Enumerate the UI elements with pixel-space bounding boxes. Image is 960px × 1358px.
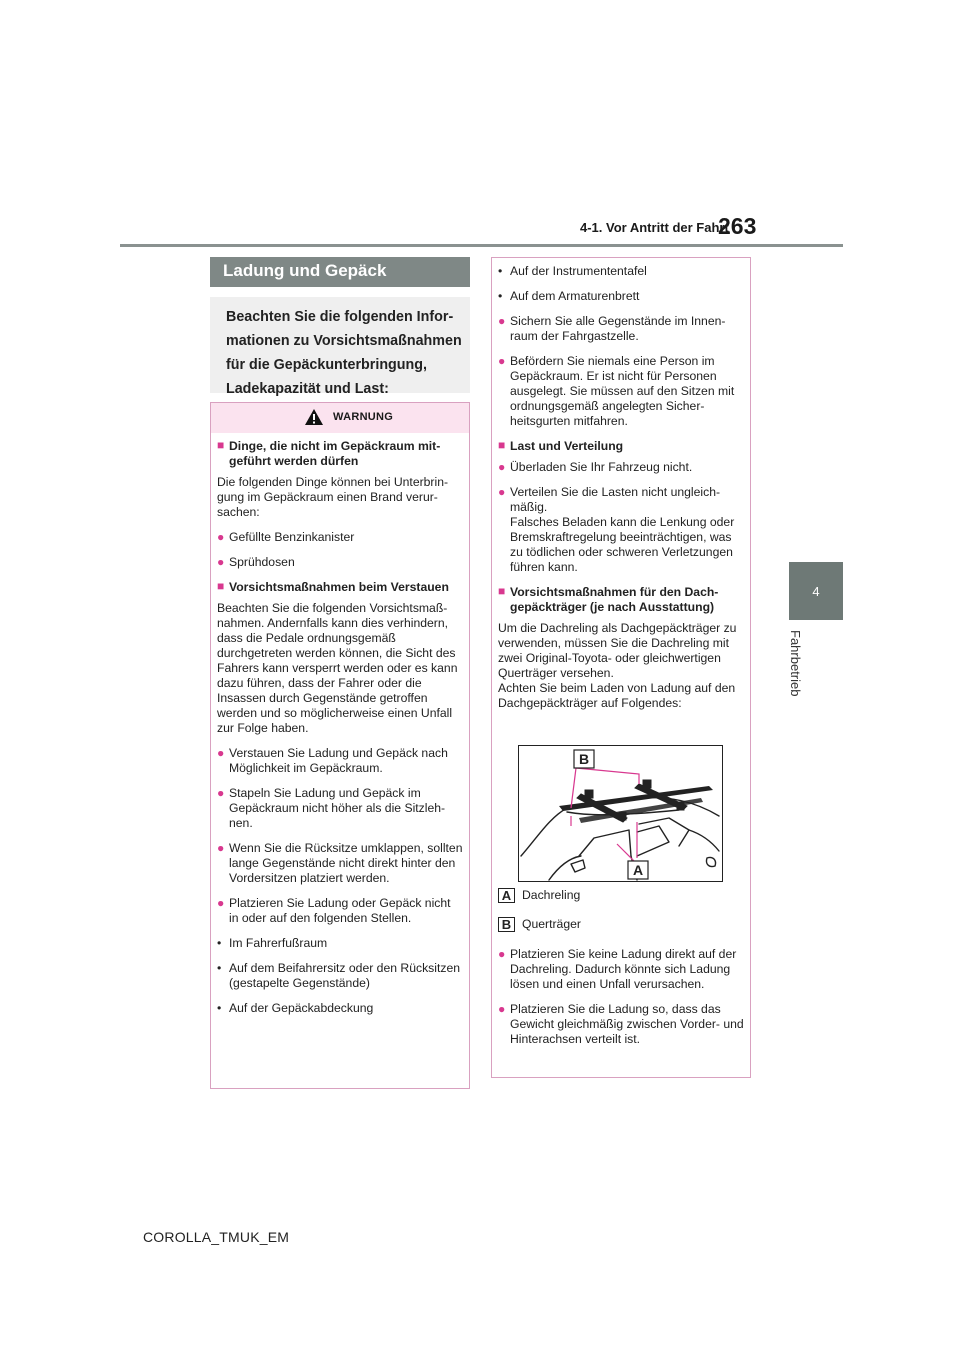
list-item: ● Verteilen Sie die Lasten nicht ungleichmäßig. Falsches Beladen kann die Lenkung oder Bremskraftregelung beeinträchtigen, was zu tödlichen oder schweren Verletzungen führen kann. — [498, 485, 735, 574]
intro-text: Beachten Sie die folgenden Informationen zu Vorsichtsmaßnahmen für die Gepäckunterbringung, Ladekapazität und Last: — [226, 309, 462, 397]
chapter-label: Fahrbetrieb — [788, 630, 803, 697]
warning-header — [211, 403, 469, 433]
list-item: ● Verstauen Sie Ladung und Gepäck nach Möglichkeit im Gepäckraum. — [217, 746, 448, 775]
section-title: 4-1. Vor Antritt der Fahrt — [580, 220, 729, 235]
warning-box-left — [210, 402, 470, 1089]
warning-content-right-bottom — [498, 888, 744, 1057]
header-divider — [120, 244, 843, 247]
list-item: ● Platzieren Sie keine Ladung direkt auf der Dachreling. Dadurch könnte sich Ladung lösen und einen Unfall verursachen. — [498, 947, 737, 991]
list-item: ● Befördern Sie niemals eine Person im Gepäckraum. Er ist nicht für Personen ausgelegt. Sie müssen auf den Sitzen mit ordnungsgemäß angelegten Sicherheitsgurten mitfahren. — [498, 354, 735, 428]
warning-triangle-icon — [304, 408, 324, 426]
dot-bullet-icon: ● — [217, 786, 225, 800]
paragraph: Um die Dachreling als Dachgepäckträger zu verwenden, müssen Sie die Dachreling mit zwei Original-Toyota- oder gleichwertigen Querträger versehen. Achten Sie beim Laden von Ladung auf den Dachgepäckträger auf Folgendes: — [498, 621, 737, 710]
label-b: B — [578, 751, 590, 767]
dot-bullet-icon: ● — [217, 530, 225, 544]
square-bullet-icon: ■ — [217, 438, 225, 452]
dot-bullet-icon: ● — [217, 555, 225, 569]
dot-bullet-icon: ● — [498, 314, 506, 328]
warning-box-right — [491, 257, 751, 1078]
list-item: • Auf dem Armaturenbrett — [498, 289, 640, 303]
warning-content-left — [217, 439, 463, 1026]
square-bullet-icon: ■ — [498, 584, 506, 598]
dot-bullet-icon: ● — [498, 354, 506, 368]
document-code: COROLLA_TMUK_EM — [143, 1229, 290, 1245]
dot-bullet-icon: ● — [498, 947, 506, 961]
dot-bullet-icon: ● — [498, 1002, 506, 1016]
page-number: 263 — [718, 213, 757, 239]
paragraph: Beachten Sie die folgenden Vorsichtsmaßnahmen. Andernfalls kann dies verhindern, dass die Pedale ordnungsgemäß durchgetreten werden können, die Sicht des Fahrers kann versperrt werden oder es kann dazu führen, dass der Fahrer oder die Insassen durch Gegenstände getroffen werden und so möglicherweise einen Unfall zur Folge haben. — [217, 601, 458, 735]
list-item: ● Überladen Sie Ihr Fahrzeug nicht. — [498, 460, 693, 474]
dot-bullet-icon: ● — [498, 460, 506, 474]
page-title-bar — [210, 257, 470, 287]
list-item: ● Platzieren Sie Ladung oder Gepäck nicht in oder auf den folgenden Stellen. — [217, 896, 451, 925]
square-bullet-icon: ■ — [217, 579, 225, 593]
list-item: ● Platzieren Sie die Ladung so, dass das Gewicht gleichmäßig zwischen Vorder- und Hinterachsen verteilt ist. — [498, 1002, 744, 1046]
dot-bullet-icon: ● — [217, 896, 225, 910]
paragraph: Die folgenden Dinge können bei Unterbringung im Gepäckraum einen Brand verursachen: — [217, 475, 449, 519]
legend-b: B Querträger — [498, 917, 744, 939]
page-title: Ladung und Gepäck — [223, 261, 387, 280]
list-item: ■ Vorsichtsmaßnahmen beim Verstauen — [217, 579, 449, 594]
warning-label: WARNUNG — [333, 411, 394, 423]
list-item: • Auf der Gepäckabdeckung — [217, 1001, 374, 1015]
list-item: • Auf der Instrumententafel — [498, 264, 647, 278]
label-a: A — [632, 862, 644, 878]
legend-a: A Dachreling — [498, 888, 744, 910]
intro-box — [210, 297, 470, 397]
dot-bullet-icon: ● — [498, 485, 506, 499]
dot-bullet-icon: ● — [217, 841, 225, 855]
list-item: • Im Fahrerfußraum — [217, 936, 328, 950]
square-bullet-icon: ■ — [498, 438, 506, 452]
roof-rack-figure — [518, 745, 723, 882]
chapter-number: 4 — [812, 583, 820, 599]
list-item: ■ Vorsichtsmaßnahmen für den Dachgepäckträger (je nach Ausstattung) — [498, 584, 719, 614]
list-item: ● Sprühdosen — [217, 555, 295, 569]
list-item: ● Stapeln Sie Ladung und Gepäck im Gepäckraum nicht höher als die Sitzlehnen. — [217, 786, 446, 830]
list-item: • Auf dem Beifahrersitz oder den Rücksitzen (gestapelte Gegenstände) — [217, 961, 460, 990]
dot-bullet-icon: ● — [217, 746, 225, 760]
chapter-tab[interactable] — [789, 562, 843, 620]
list-item: ■ Dinge, die nicht im Gepäckraum mitgeführt werden dürfen — [217, 438, 441, 468]
list-item: ● Wenn Sie die Rücksitze umklappen, sollten lange Gegenstände nicht direkt hinter den Vordersitzen platziert werden. — [217, 841, 463, 885]
list-item: ● Gefüllte Benzinkanister — [217, 530, 355, 544]
list-item: ● Sichern Sie alle Gegenstände im Innenraum der Fahrgastzelle. — [498, 314, 726, 343]
car-roof-illustration — [519, 746, 722, 881]
warning-content-right-top — [498, 264, 744, 721]
list-item: ■ Last und Verteilung — [498, 438, 624, 453]
